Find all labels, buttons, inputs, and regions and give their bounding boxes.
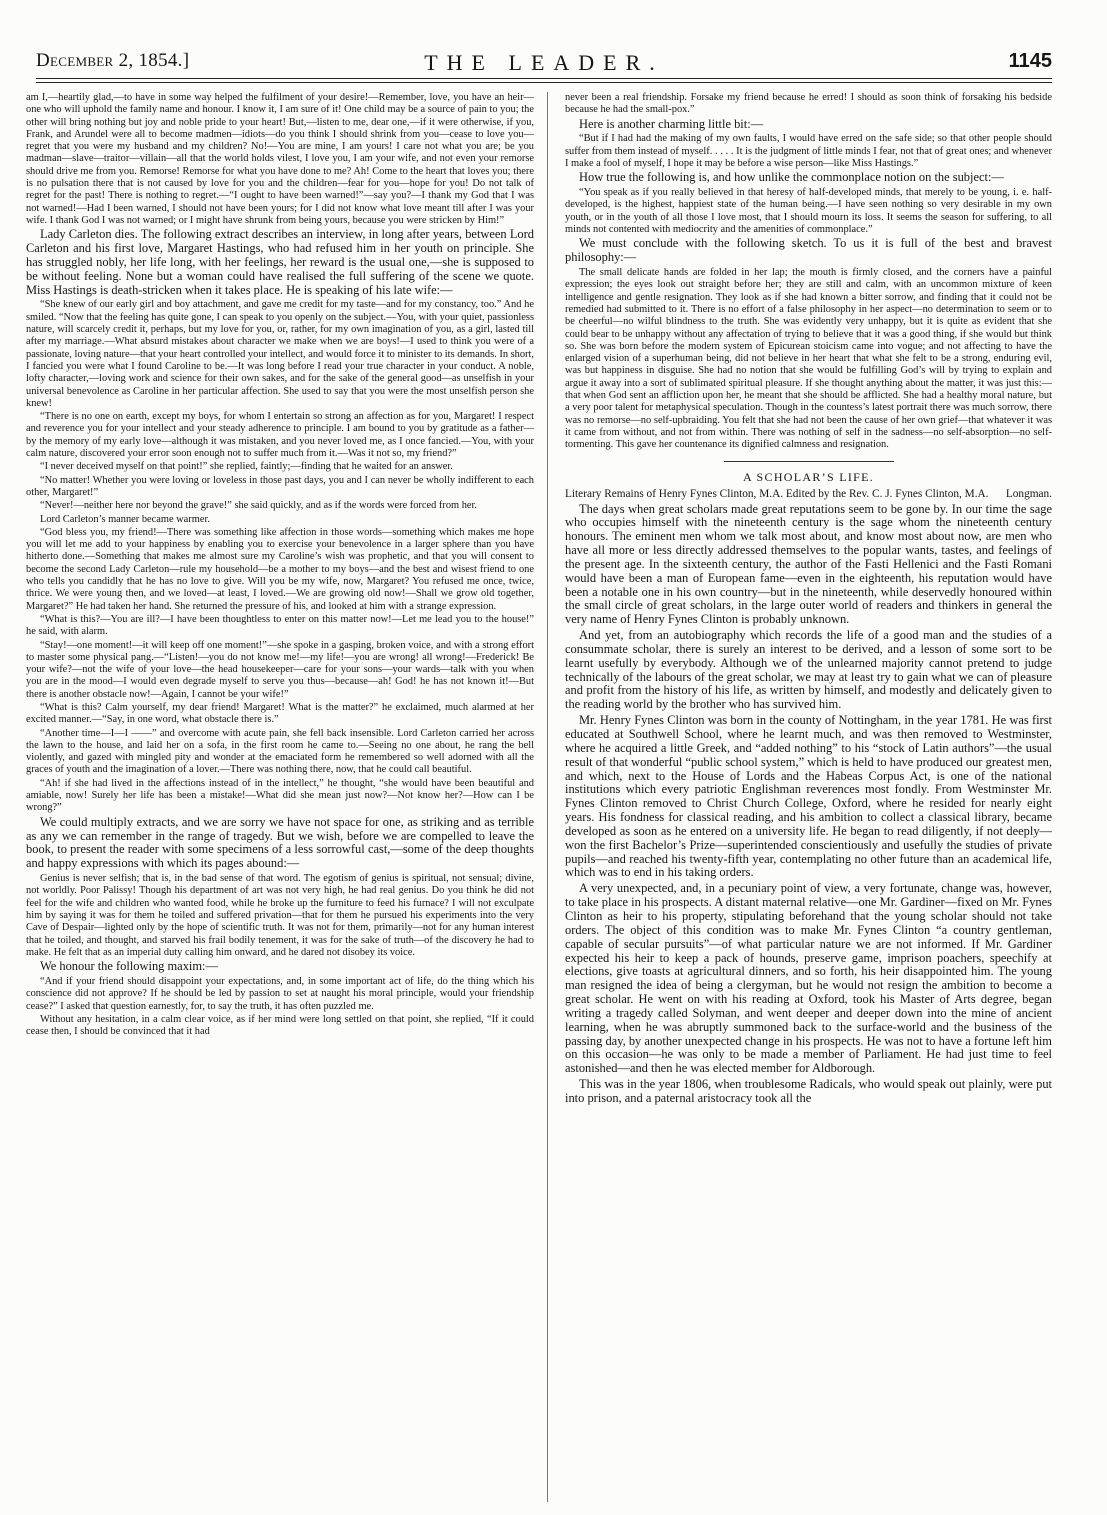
quote-paragraph: “Stay!—one moment!—it will keep off one moment!”—she spoke in a gasping, broken voice, and with a strong effort to master some physical pang.—“Listen!—you do not know me!—my life!—you are wrong! all wrong!—Frederick! Be your wife?—not the wife of your love—the head housekeeper—care for your sons—your wards—talk with you when you are in the mood—I would even degrade myself to serve you thus—because—ah! God! he has not known it!—But there is another obstacle now!—Again, I cannot be your wife!” [26, 639, 534, 700]
right-column [565, 92, 1052, 1502]
body-paragraph: The days when great scholars made great reputations seem to be gone by. In our time the sage who occupies himself with the nineteenth century is the sage whom the nineteenth century honours. The eminent men whom we talk most about, and know most about now, are men who have all more or less directly addressed themselves to the popular wants, tastes, and feelings of the present age. In the sixteenth century, the author of the Fasti Hellenici and the Fasti Romani would have been a man of European fame—even in the eighteenth, his reputation would have been a notable one in his own country—but in the nineteenth, while deservedly honoured within the small circle of great scholars, in the large outer world of readers and thinkers in general the very name of Henry Fynes Clinton is probably unknown. [565, 501, 1052, 627]
quote-paragraph: Genius is never selfish; that is, in the bad sense of that word. The egotism of genius is spiritual, not sensual; divine, not worldly. Poor Palissy! Though his department of art was not very high, he had real genius. Do you think he did not feel for the wife and children who wanted food, while he broke up the furniture to feed his furnace? I will not exculpate him by saying it was for them he toiled and suffered privation—that for them he pursued his experiments into the very Cave of Despair—lighted only by the hope of scientific truth. It was not for them, primarily—not for any human interest that he toiled, and thought, and starved his frail bodily tenement, it was for the sake of truth—of the discovery he had to make. He felt that as an imperial duty calling him onward, and he dared not disobey its voice. [26, 873, 534, 958]
quote-paragraph: “Ah! if she had lived in the affections instead of in the intellect,” he thought, “she would have been beautiful and amiable, now! Surely her life has been a mistake!—What did she mean just now?—Not know her?—How can I be wrong?” [26, 777, 534, 814]
quote-paragraph: “What is this?—You are ill?—I have been thoughtless to enter on this matter now!—Let me lead you to the house!” he said, with alarm. [26, 613, 534, 638]
left-column [26, 92, 534, 1502]
book-title-line: Literary Remains of Henry Fynes Clinton, M.A. Edited by the Rev. C. J. Fynes Clinton, M.A. [565, 487, 989, 500]
quote-paragraph: “I never deceived myself on that point!” she replied, faintly;—finding that he waited for an answer. [40, 461, 453, 473]
body-paragraph: We honour the following maxim:— [40, 959, 218, 974]
column-divider [547, 92, 548, 1502]
quote-paragraph: “She knew of our early girl and boy attachment, and gave me credit for my taste—and for my constancy, too.” And he smiled. “Now that the feeling has quite gone, I can speak to you openly on the subject.—You, with your quiet, passionless nature, will scarcely credit it, perhaps, but my love for you, or, rather, for my own imagination of you, as a girl, lasted till after my marriage.—What absurd mistakes about character we make when we are boys!—I used to think you were of a passionate, loving nature—that your heart controlled your intellect, and would force it to minister to its demands. In short, I fancied you were what I found Caroline to be.—It was long before I read your true character in your conduct. A noble, lofty character,—loving work and science for their own sakes, and for the sake of the general good—as unselfish in your universal benevolence as Caroline in her particular affection. She used to say that you were the most unselfish person she knew! [26, 299, 534, 409]
issue-date: December 2, 1854.] [36, 50, 190, 71]
book-publisher: Longman. [1005, 487, 1052, 500]
body-paragraph: How true the following is, and how unlike the commonplace notion on the subject:— [579, 170, 1004, 185]
quote-paragraph: “God bless you, my friend!—There was something like affection in those words—something which makes me hope you will let me add to your happiness by enabling you to exercise your benevolence in a larger sphere than you have hitherto done.—Something that makes me almost sure my Caroline’s wish was prophetic, and that you will consent to become the second Lady Carleton—rule my household—be a mother to my boys—and the best and wisest friend to one who tells you candidly that he has no love to give. Will you be my wife, now, Margaret? You refused me once, twice, thrice. We were young then, and we loved—at least, I loved.—We are growing old now!—Shall we grow old together, Margaret?” He had taken her hand. She returned the pressure of his, and looked at him with a strange expression. [26, 526, 534, 612]
body-paragraph: We could multiply extracts, and we are sorry we have not space for one, as striking and as terrible as any we can remember in the range of tragedy. But we wish, before we are compelled to leave the book, to present the reader with some specimens of a less sorrowful cast,—some of the deep thoughts and happy expressions with which its pages abound:— [26, 814, 534, 871]
body-paragraph: We must conclude with the following sketch. To us it is full of the best and bravest philosophy:— [565, 236, 1052, 265]
quote-paragraph: am I,—heartily glad,—to have in some way helped the fulfilment of your desire!—Remember, love, you have an heir—one who will uphold the family name and honour. I know it, I am sure of it! One child may be a source of pain to you; the other will bring nothing but joy and noble pride to your heart! But,—listen to me, dear one,—if it were otherwise, if you, Frank, and Arundel were all to become madmen—idiots—do you think I should shrink from you—cease to love you—regret that you were my husband and my children? No!—You are mine, I am yours! I care not what you are; be you madman—slave—traitor—villain—all that the world holds vilest, I love you, I am your wife, and not even your remorse should drive me from you. Remorse! Remorse for what you have done to me? Ah! Come to the heart that loves you; there is no pulsation there that is not caused by love for you and the children—fear for you—hope for you! Do not talk of regret for the past! There is nothing to regret.—“I ought to have been warned!”—say you?—I thank my God that I was not warned!—Had I been warned, I should not have been yours; for I did not know what love meant till after I was your wife. I thank God I was not warned; or I might have shrunk from being yours, because you were stricken by Him!” [26, 92, 534, 226]
body-paragraph: Here is another charming little bit:— [579, 116, 764, 131]
article-heading: A SCHOLAR’S LIFE. [742, 469, 875, 484]
quote-paragraph: “But if I had had the making of my own faults, I would have erred on the safe side; so that other people should suffer from them instead of myself. . . . . It is the judgment of little minds I fear, not that of great ones; and whenever I make a fool of myself, I hope it may be before a wise person—like Miss Hastings.” [565, 133, 1052, 170]
quote-paragraph: “You speak as if you really believed in that heresy of half-developed minds, that merely to be young, i. e. half-developed, is the highest, happiest state of the human being.—I have seen nothing so very desirable in my own youth, or in the youth of all those I love most, that I should mourn its loss. It seems the season for suffering, to all minds not contented with mediocrity and the amenities of commonplace.” [565, 187, 1052, 236]
body-paragraph: Lady Carleton dies. The following extract describes an interview, in long after years, between Lord Carleton and his first love, Margaret Hastings, who had refused him in her youth on principle. She has struggled nobly, her life long, with her feelings, her reward is the usual one,—she is supposed to be without feeling. None but a woman could have realised the full suffering of the scene we quote. Miss Hastings is death-stricken when it takes place. He is speaking of his late wife:— [26, 227, 534, 297]
quote-paragraph: Lord Carleton’s manner became warmer. [40, 513, 210, 525]
body-paragraph: This was in the year 1806, when troublesome Radicals, who would speak out plainly, were put into prison, and a paternal aristocracy took all the [565, 1077, 1052, 1105]
page-number: 1145 [1008, 50, 1052, 72]
quote-paragraph: “What is this? Calm yourself, my dear friend! Margaret! What is the matter?” he exclaimed, much alarmed at her excited manner.—“Say, in one word, what obstacle there is.” [26, 701, 534, 726]
quote-paragraph: “There is no one on earth, except my boys, for whom I entertain so strong an affection as for you, Margaret! I respect and reverence you for your intellect and your steady adherence to principle. I am bound to you by gratitude as a father—by the memory of my early love—although it was mistaken, and you never loved me, as I once fancied.—You, with your calm nature, discovered your error soon enough not to suffer much from it.—Was it not so, my friend?” [26, 411, 534, 460]
body-paragraph: A very unexpected, and, in a pecuniary point of view, a very fortunate, change was, however, to take place in his prospects. A distant maternal relative—one Mr. Gardiner—fixed on Mr. Fynes Clinton as heir to his property, stipulating beforehand that the young scholar should not take orders. The object of this condition was to make Mr. Fynes Clinton “a country gentleman, capable of secular pursuits”—of what particular nature we are not informed. If Mr. Gardiner expected his heir to keep a pack of hounds, preserve game, imprison poachers, speechify at elections, give toasts at agricultural dinners, and so forth, his heir disappointed him. The young man resigned the idea of being a clergyman, but he would not resign the ambition to become a great scholar. He went on with his reading at Oxford, took his Master of Arts degree, began writing a tragedy called Solyman, and went deeper and deeper down into the mine of ancient learning, when he was abruptly summoned back to the surface-world and the business of the passing day, by another unexpected change in his prospects. He was not to have a fortune left him on this occasion—he was only to be made a member of Parliament. He had just time to feel astonished—and then he was elected member for Aldborough. [565, 881, 1052, 1076]
body-paragraph: Mr. Henry Fynes Clinton was born in the county of Nottingham, in the year 1781. He was first educated at Southwell School, where he learnt much, and was then removed to Westminster, where he acquired a little Greek, and “added nothing” to his “stock of Latin authors”—the usual result of that wonderful “public school system,” which is held to have produced our greatest men, and which, next to the House of Lords and the Habeas Corpus Act, is one of the national institutions which every patriotic Englishman reverences most fondly. From Westminster Mr. Fynes Clinton removed to Christ Church College, Oxford, where he resided for nearly eight years. His fondness for classical reading, and his ambition to collect a classical library, became developed as soon as he entered on a university life. He began to read diligently, if not deeply—won the first Bachelor’s Prize—superintended conscientiously and usefully the studies of private pupils—and reached his twenty-fifth year, contemplating no other future than an academical life, which was to end in his taking orders. [565, 713, 1052, 880]
quote-paragraph: “No matter! Whether you were loving or loveless in those past days, you and I can never be wholly indifferent to each other, Margaret!” [26, 474, 534, 498]
newspaper-title: THE LEADER. [424, 50, 664, 75]
quote-paragraph: “Never!—neither here nor beyond the grave!” she said quickly, and as if the words were forced from her. [40, 500, 477, 512]
body-paragraph: And yet, from an autobiography which records the life of a good man and the studies of a consummate scholar, there is surely an interest to be derived, and a lesson of some sort to be learnt usefully by everybody. Although we of the unlearned majority cannot pretend to judge technically of the labours of the great scholar, we may at least try to gain what we can of pleasure and profit from the history of his life, as written by himself, and modestly and delicately given to the reading world by the brother who has survived him. [565, 628, 1052, 712]
section-divider [724, 461, 894, 462]
masthead-rule-bottom [36, 82, 1052, 83]
quote-paragraph: “Another time—I—I ——” and overcome with acute pain, she fell back insensible. Lord Carleton carried her across the lawn to the house, and laid her on a sofa, in the first room he came to.—Seeing no one about, he rang the bell violently, and gazed with mingled pity and wonder at the emaciated form he remembered so well adorned with all the graces of youth and the imagination of a lover.—There was nothing there, now, that he could call beautiful. [26, 727, 534, 776]
masthead-rule-top [36, 78, 1052, 79]
quote-paragraph: The small delicate hands are folded in her lap; the mouth is firmly closed, and the corners have a painful expression; the eyes look out straight before her; they are still and calm, with an uncommon mixture of keen intelligence and gentle resignation. They look as if she had known a bitter sorrow, and finding that it could not be remedied had submitted to it. There is no effort of a false philosophy in her aspect—no determination to seem or to be cheerful—no wilful blindness to the truth. She was evidently very unhappy, but it is quite as evident that she could bear to be unhappy without any affectation of trying to believe that it was a good thing, if she would but think so. She was born before the modern system of Epicurean stoicism came into vogue; and not affecting to have the enlarged vision of a superhuman being, did not believe in her heart that what she felt to be a strong, enduring evil, was but happiness in disguise. She had no notion that she would be fulfilling God’s will by trying to explain and argue it away into a sort of sublimated spiritual pleasure. If she thought anything about the matter, it was just this:—that when God sent an affliction upon her, he meant that she should be afflicted. She had a healthy moral nature, but a very poor talent for metaphysical speculation. Though in the countess’s latest portrait there was much sorrow, there was no remorse—no self-upbraiding. You felt that she had not been the cause of her own grief—that whatever it was it came from without, and not from within. There was nothing of self in the sadness—no self-absorption—no self-tormenting. This gave her countenance its dignified calmness and resignation. [565, 267, 1052, 451]
quote-paragraph: “And if your friend should disappoint your expectations, and, in some important act of life, do the thing which his conscience did not approve? If he should be led by passion to set at naught his moral principle, would your friendship cease?” I asked that question earnestly, for, to say the truth, it has often puzzled me. [26, 975, 534, 1012]
masthead [36, 50, 1052, 84]
quote-paragraph: Without any hesitation, in a calm clear voice, as if her mind were long settled on that point, she replied, “If it could cease then, I should be convinced that it had [26, 1013, 534, 1038]
quote-paragraph: never been a real friendship. Forsake my friend because he erred! I should as soon think of forsaking his bedside because he had the small-pox.” [565, 92, 1052, 116]
book-citation [565, 488, 1052, 501]
